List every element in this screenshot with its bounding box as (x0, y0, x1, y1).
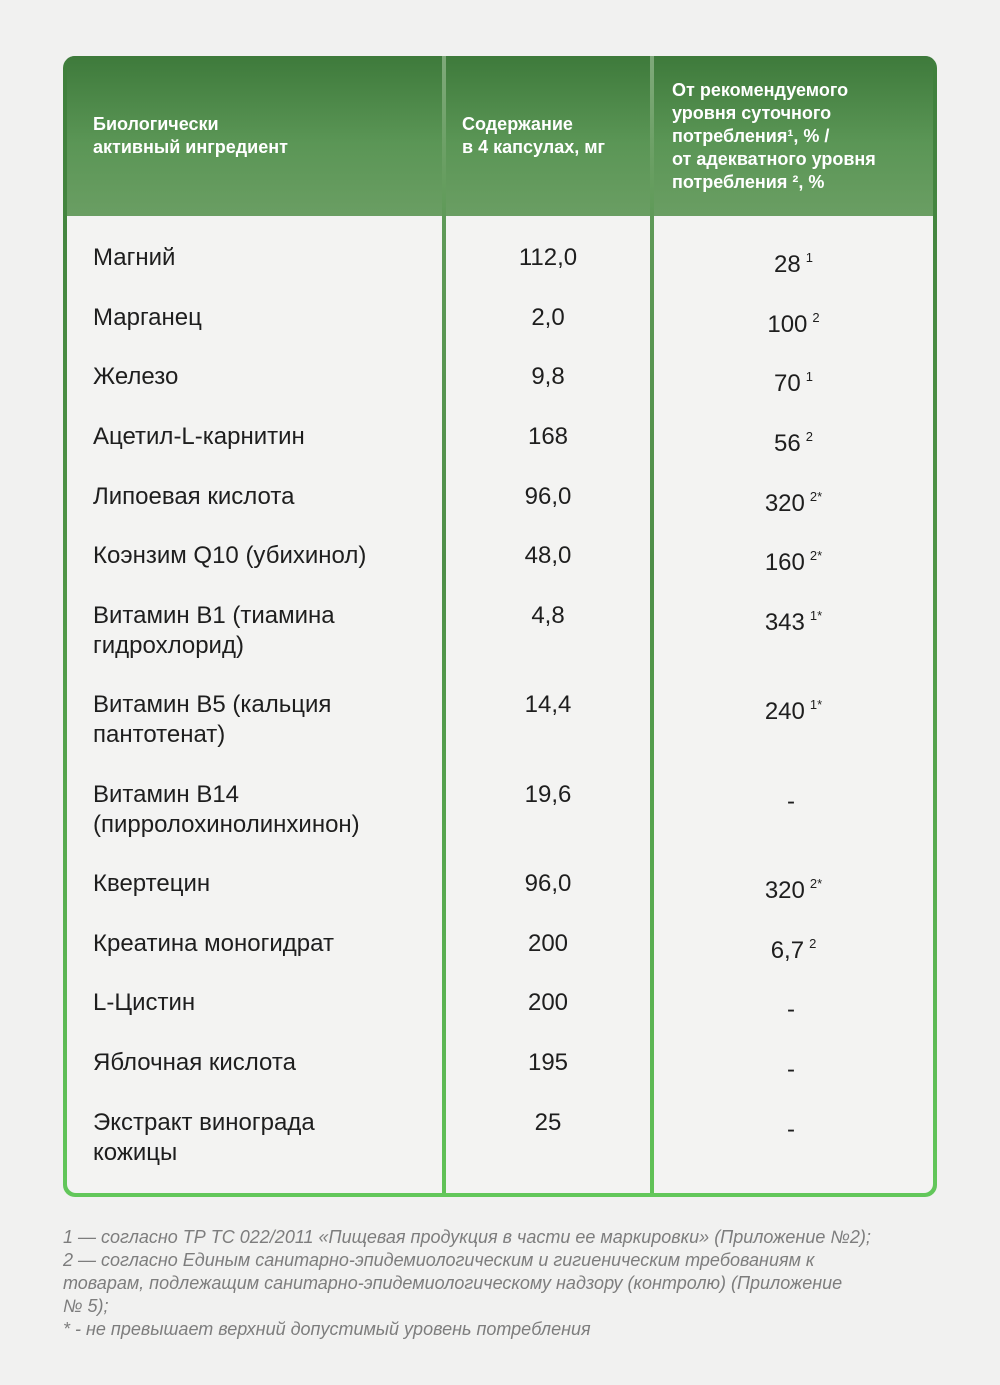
ingredient-content: 4,8 (531, 602, 565, 629)
footnote-mark: 2 (805, 429, 813, 444)
ingredient-name: Яблочная кислота (93, 1049, 296, 1076)
table-body (67, 216, 933, 1193)
column-divider (650, 56, 654, 1193)
ingredient-content: 48,0 (524, 542, 572, 569)
footnote-mark: 2 (812, 310, 820, 325)
ingredient-name: Креатина моногидрат (93, 930, 334, 957)
ingredient-content: 2,0 (531, 304, 565, 331)
footnote-1: 1 — согласно ТР ТС 022/2011 «Пищевая продукция в части ее маркировки» (Приложение №2); (63, 1227, 871, 1247)
ingredient-name: Витамин B5 (кальция пантотенат) (93, 691, 332, 748)
ingredient-percent: 100 $^2$ (767, 310, 820, 338)
header-daily-percent: От рекомендуемого уровня суточного потребления¹, % / от адекватного уровня потребления ², % (672, 79, 876, 192)
ingredients-table (63, 56, 937, 1197)
ingredient-percent: - (787, 1056, 795, 1083)
header-ingredient: Биологически активный ингредиент (93, 114, 288, 157)
ingredient-name: Липоевая кислота (93, 483, 295, 510)
ingredient-name: Ацетил-L-карнитин (93, 423, 305, 450)
ingredient-name: Экстракт винограда кожицы (93, 1109, 315, 1166)
footnote-mark: 1* (809, 697, 823, 712)
ingredient-percent: 343 $^{1*}$ (764, 608, 823, 636)
ingredient-name: Витамин B1 (тиамина гидрохлорид) (93, 602, 335, 659)
footnote-mark: 1 (805, 369, 813, 384)
ingredient-content: 19,6 (524, 781, 572, 808)
footnote-mark: 2* (809, 489, 823, 504)
footnote-mark: 1 (805, 250, 813, 265)
ingredient-name: Железо (93, 363, 179, 390)
ingredient-name: Магний (93, 244, 176, 271)
ingredient-content: 96,0 (524, 483, 572, 510)
ingredient-percent: 240 $^{1*}$ (764, 697, 823, 725)
ingredient-percent: 320 $^{2*}$ (764, 489, 823, 517)
ingredient-percent: - (787, 1116, 795, 1143)
ingredient-content: 14,4 (524, 691, 572, 718)
ingredient-percent: 28 $^1$ (774, 250, 813, 278)
footnote-mark: 2* (809, 548, 823, 563)
table-header (67, 56, 933, 216)
ingredient-content: 112,0 (518, 244, 578, 271)
footnote-mark: 2 (809, 936, 817, 951)
ingredient-content: 25 (534, 1109, 562, 1136)
header-content: Содержание в 4 капсулах, мг (462, 114, 606, 157)
footnote-3: * - не превышает верхний допустимый уровень потребления (63, 1319, 591, 1339)
footnote-mark: 2* (809, 876, 823, 891)
ingredient-content: 9,8 (531, 363, 565, 390)
ingredient-name: Марганец (93, 304, 202, 331)
footnote-2: 2 — согласно Единым санитарно-эпидемиологическим и гигиеническим требованиям к товарам, подлежащим санитарно-эпидемиологическому надзору (контролю) (Приложение № 5); (63, 1250, 843, 1316)
ingredient-percent: - (787, 788, 795, 815)
ingredient-content: 200 (527, 989, 569, 1016)
footnotes (63, 1226, 943, 1341)
ingredient-percent: 70 $^1$ (774, 369, 813, 397)
ingredient-content: 195 (527, 1049, 569, 1076)
ingredient-percent: - (787, 996, 795, 1023)
ingredient-name: L-Цистин (93, 989, 196, 1016)
ingredient-content: 200 (527, 930, 569, 957)
column-divider (442, 56, 446, 1193)
ingredient-name: Коэнзим Q10 (убихинол) (93, 542, 367, 569)
ingredient-percent: 6,7 $^2$ (770, 936, 817, 964)
ingredient-name: Витамин B14 (пирролохинолинхинон) (93, 781, 360, 838)
table-inner (67, 56, 933, 1193)
ingredient-content: 96,0 (524, 870, 572, 897)
footnote-mark: 1* (809, 608, 823, 623)
ingredient-percent: 320 $^{2*}$ (764, 876, 823, 904)
ingredient-percent: 160 $^{2*}$ (764, 548, 823, 576)
ingredient-percent: 56 $^2$ (774, 429, 813, 457)
ingredient-content: 168 (527, 423, 569, 450)
ingredient-name: Квертецин (93, 870, 211, 897)
